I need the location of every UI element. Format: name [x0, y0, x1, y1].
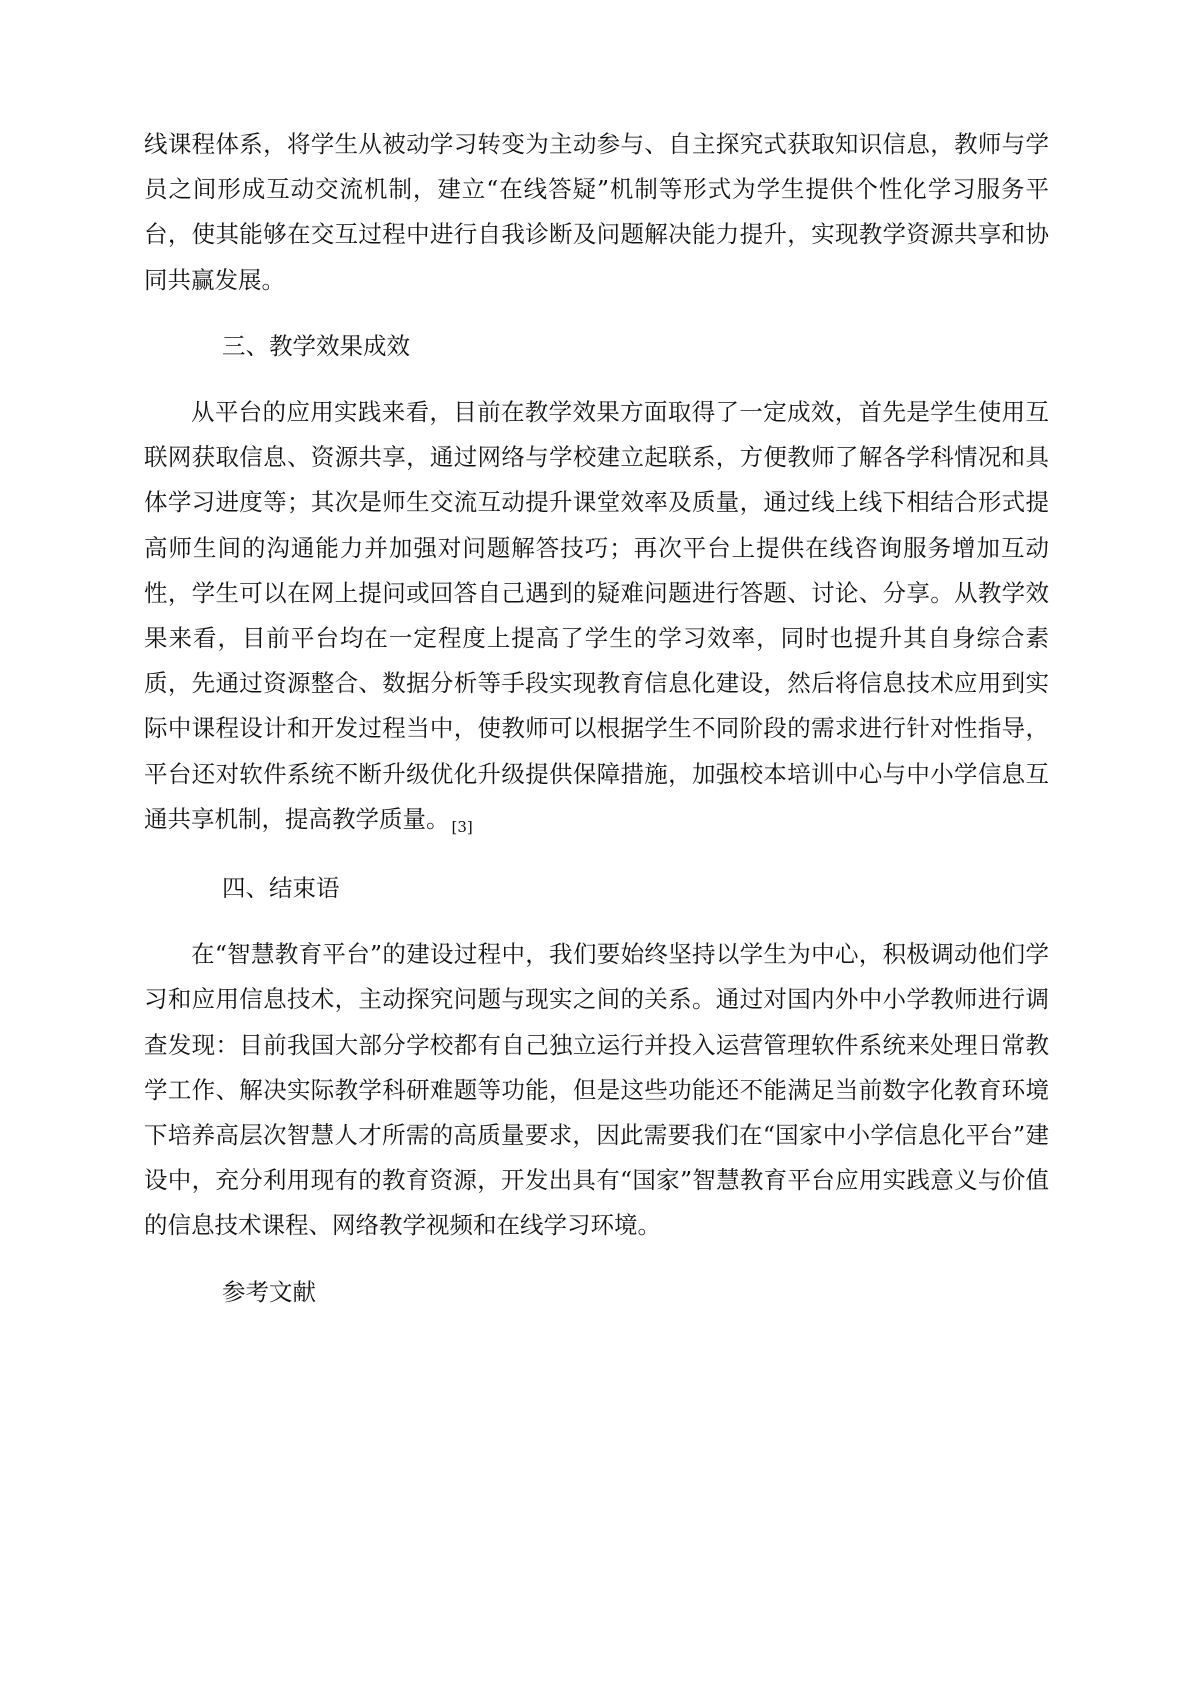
paragraph-continuation: 线课程体系，将学生从被动学习转变为主动参与、自主探究式获取知识信息，教师与学员之间形成互动交流机制，建立“在线答疑”机制等形式为学生提供个性化学习服务平台，使其能够在交互过程中进行自我诊断及问题解决能力提升，实现教学资源共享和协同共赢发展。 [144, 130, 1049, 294]
references-heading: 参考文献 [222, 1277, 316, 1306]
citation-marker: [3] [451, 817, 473, 836]
document-page [144, 122, 1049, 1336]
section-heading-conclusion: 四、结束语 [222, 874, 340, 903]
section-heading-teaching-results: 三、教学效果成效 [222, 331, 410, 360]
paragraph-conclusion: 在“智慧教育平台”的建设过程中，我们要始终坚持以学生为中心，积极调动他们学习和应用信息技术，主动探究问题与现实之间的关系。通过对国内外中小学教师进行调查发现：目前我国大部分学校都有自己独立运行并投入运营管理软件系统来处理日常教学工作、解决实际教学科研难题等功能，但是这些功能还不能满足当前数字化教育环境下培养高层次智慧人才所需的高质量要求，因此需要我们在“国家中小学信息化平台”建设中，充分利用现有的教育资源，开发出具有“国家”智慧教育平台应用实践意义与价值的信息技术课程、网络教学视频和在线学习环境。 [144, 940, 1049, 1240]
paragraph-teaching-results-text: 从平台的应用实践来看，目前在教学效果方面取得了一定成效，首先是学生使用互联网获取信息、资源共享，通过网络与学校建立起联系，方便教师了解各学科情况和具体学习进度等；其次是师生交流互动提升课堂效率及质量，通过线上线下相结合形式提高师生间的沟通能力并加强对问题解答技巧；再次平台上提供在线咨询服务增加互动性，学生可以在网上提问或回答自己遇到的疑难问题进行答题、讨论、分享。从教学效果来看，目前平台均在一定程度上提高了学生的学习效率，同时也提升其自身综合素质，先通过资源整合、数据分析等手段实现教育信息化建设，然后将信息技术应用到实际中课程设计和开发过程当中，使教师可以根据学生不同阶段的需求进行针对性指导，平台还对软件系统不断升级优化升级提供保障措施，加强校本培训中心与中小学信息互通共享机制，提高教学质量。 [144, 398, 1049, 833]
paragraph-teaching-results [144, 390, 1049, 845]
